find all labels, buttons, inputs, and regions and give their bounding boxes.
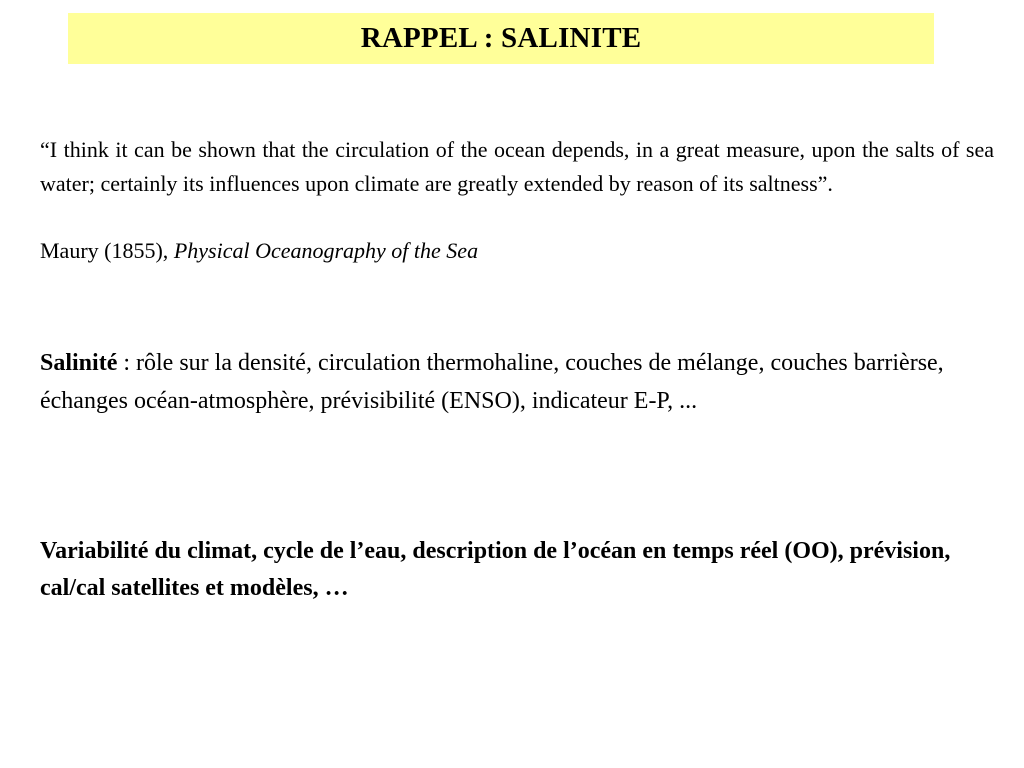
quote-author: Maury (1855), [40, 238, 174, 263]
quote-source [40, 236, 994, 266]
variability-paragraph: Variabilité du climat, cycle de l’eau, description de l’océan en temps réel (OO), prévision, cal/cal satellites et modèles, … [40, 538, 951, 601]
salinity-term: Salinité [40, 350, 118, 376]
salinity-description: : rôle sur la densité, circulation thermohaline, couches de mélange, couches barrièrse, échanges océan-atmosphère, prévisibilité (ENSO), indicateur E-P, ... [40, 350, 944, 414]
maury-quote [40, 133, 994, 201]
salinity-paragraph [40, 344, 1000, 420]
slide-title: RAPPEL : SALINITE [360, 22, 642, 54]
quote-text: “I think it can be shown that the circulation of the ocean depends, in a great measure, upon the salts of sea water; certainly its influences upon climate are greatly extended by reason of its saltness”. [40, 137, 994, 196]
title-banner [68, 13, 934, 64]
quote-book-title: Physical Oceanography of the Sea [173, 238, 479, 263]
